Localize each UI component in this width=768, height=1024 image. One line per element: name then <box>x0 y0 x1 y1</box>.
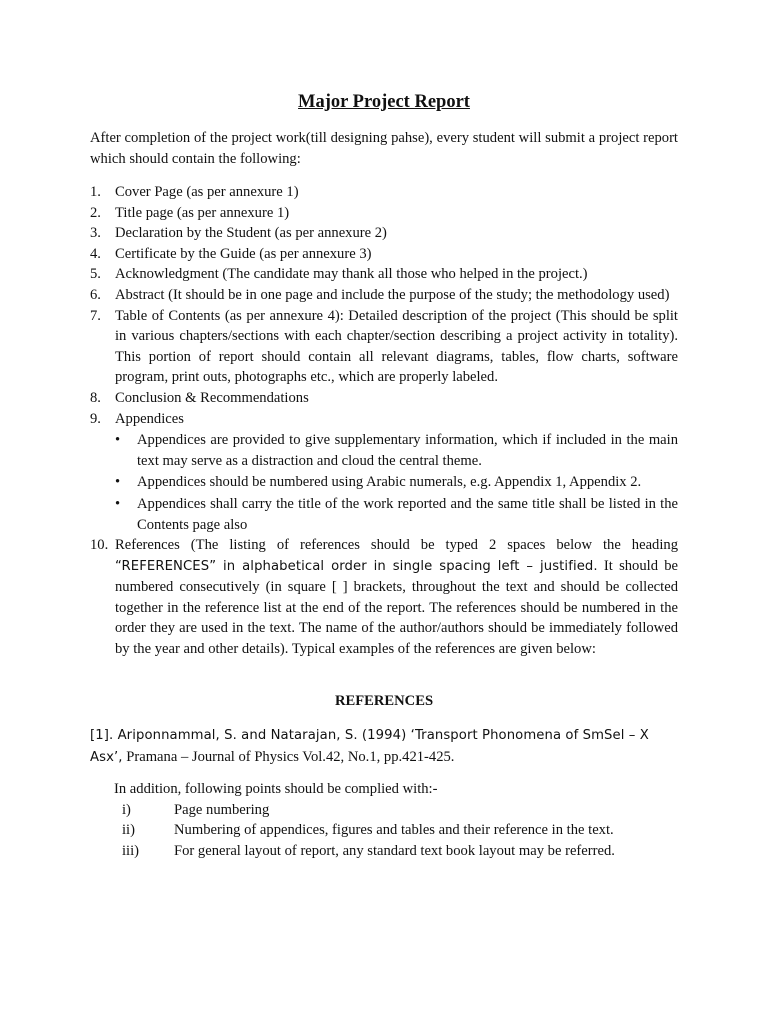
reference-example <box>90 725 678 768</box>
list-text: Acknowledgment (The candidate may thank all those who helped in the project.) <box>115 266 588 283</box>
intro-paragraph: After completion of the project work(till designing pahse), every student will submit a project report which should contain the following: <box>90 130 678 167</box>
list-number: 4. <box>90 245 101 262</box>
list-text-block <box>115 535 678 660</box>
references-heading: REFERENCES <box>334 693 434 709</box>
list-text: Appendices <box>115 410 184 427</box>
list-text-block <box>115 409 678 536</box>
list-item <box>90 409 678 536</box>
list-number: 9. <box>90 410 101 427</box>
list-item <box>90 223 678 244</box>
reference-text-typed: [1]. Ariponnammal, S. and Natarajan, S. (1994) ‘Transport Phonomena of SmSel – X Asx’, <box>90 728 649 765</box>
page-title: Major Project Report <box>298 92 470 112</box>
list-number: 2. <box>90 204 101 221</box>
list-text: Cover Page (as per annexure 1) <box>115 184 299 200</box>
bullet-icon: • <box>115 432 121 449</box>
list-text: Abstract (It should be in one page and include the purpose of the study; the methodology used) <box>115 286 670 303</box>
list-text: Declaration by the Student (as per annexure 2) <box>115 225 387 242</box>
bullet-icon: • <box>115 474 121 491</box>
list-number: 6. <box>90 286 101 303</box>
roman-number: ii) <box>122 822 135 839</box>
list-number: 1. <box>90 184 101 200</box>
bullet-item <box>115 430 678 471</box>
list-number: 8. <box>90 389 101 406</box>
reference-text: Pramana – Journal of Physics Vol.42, No.1, pp.421-425. <box>126 748 455 765</box>
list-number: 7. <box>90 307 101 324</box>
list-text: References (The listing of references should be typed 2 spaces below the heading <box>115 537 678 554</box>
list-item <box>90 535 678 660</box>
list-text: Conclusion & Recommendations <box>115 389 309 406</box>
list-item <box>90 285 678 306</box>
list-text: For general layout of report, any standard text book layout may be referred. <box>174 842 615 859</box>
bullet-text: Appendices are provided to give supplementary information, which if included in the main text may serve as a distraction and cloud the central theme. <box>137 432 678 469</box>
bullet-text: Appendices should be numbered using Arabic numerals, e.g. Appendix 1, Appendix 2. <box>137 474 642 491</box>
list-text: Title page (as per annexure 1) <box>115 204 290 221</box>
list-text: Numbering of appendices, figures and tables and their reference in the text. <box>174 822 614 839</box>
list-text-typed: “REFERENCES” in alphabetical order in single spacing left – justified. <box>115 558 598 574</box>
bullet-icon: • <box>115 495 121 512</box>
list-item <box>90 244 678 265</box>
list-item <box>90 388 678 409</box>
list-number: 10. <box>90 537 109 554</box>
list-item <box>90 203 678 224</box>
list-number: 3. <box>90 225 101 242</box>
list-item <box>114 820 678 841</box>
list-item <box>90 264 678 285</box>
contents-list <box>90 182 678 660</box>
list-text: Page numbering <box>174 801 270 818</box>
roman-number: iii) <box>122 842 140 859</box>
bullet-item <box>115 494 678 535</box>
bullet-text: Appendices shall carry the title of the work reported and the same title shall be listed in the Contents page also <box>137 495 678 533</box>
bullet-item <box>115 472 678 493</box>
list-text: It should be numbered consecutively (in square [ ] brackets, throughout the text and should be collected together in the reference list at the end of the report. The references should be numbered in the order they are used in the text. The name of the author/authors should be immediately followed by the year and other details). Typical examples of the references are given below: <box>115 557 678 658</box>
list-item <box>90 182 678 203</box>
list-text: Table of Contents (as per annexure 4): Detailed description of the project (This should be split in various chapters/sections with each chapter/section describing a project activity in totality). This portion of report should contain all relevant diagrams, tables, flow charts, software program, print outs, photographs etc., which are properly labeled. <box>115 307 678 386</box>
roman-number: i) <box>122 801 131 818</box>
list-item <box>114 841 678 862</box>
additional-intro: In addition, following points should be complied with:- <box>114 781 438 797</box>
list-item <box>114 800 678 821</box>
list-number: 5. <box>90 266 101 283</box>
list-text: Certificate by the Guide (as per annexure 3) <box>115 245 372 262</box>
additional-points <box>114 779 678 861</box>
list-item <box>90 306 678 388</box>
appendix-bullets <box>115 430 678 535</box>
